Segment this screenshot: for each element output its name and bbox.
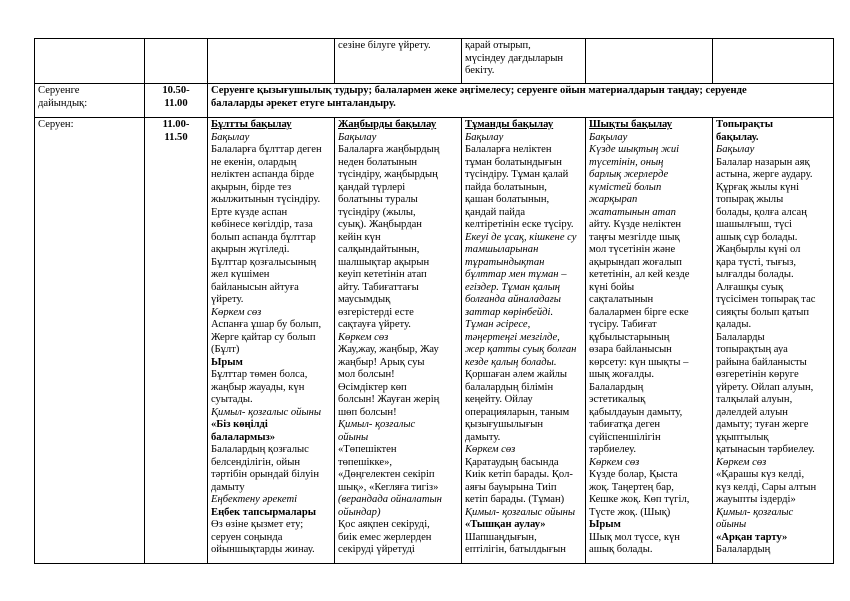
cell-line: Еңбек тапсырмалары <box>211 506 317 518</box>
cell-line: қандай пайда <box>465 206 526 218</box>
cell-line: заттар көрінбейді. <box>465 306 554 318</box>
cell-line: шашылғыш, түсі <box>716 219 792 230</box>
cell-line: Алғашқы суық <box>716 281 784 293</box>
cell-line: Балаларға жаңбырдың <box>338 144 440 155</box>
cell-line: шөп болсын! <box>338 406 397 418</box>
cell-line: кеңейту. Ойлау <box>465 394 533 405</box>
cell-line: өзгерістерді есте <box>338 306 414 318</box>
cell-line: балалармен бірге еске <box>589 306 689 318</box>
cell-line: секіруді үйретуді <box>338 544 415 555</box>
cell-continued-wednesday <box>462 39 586 84</box>
cell-line: Бақылау <box>589 131 628 143</box>
cell-line: жарқырап <box>589 194 638 205</box>
content-line: балаларды әрекет етуге ынталандыру. <box>211 97 396 109</box>
day-lines-tuesday <box>338 119 458 557</box>
cell-line: балалардың білімін <box>465 381 554 393</box>
cell-line: күмістей болып <box>589 181 662 193</box>
cell-line: қара түсті, тығыз, <box>716 256 797 268</box>
cell-line: айту. Күзде неліктен <box>589 219 682 230</box>
cell-line: өзгеретінін көруге <box>716 369 799 380</box>
cell-empty <box>586 39 713 84</box>
cell-line: кезде қалың болады. <box>465 356 557 368</box>
cell-line: ашық болады. <box>589 544 653 555</box>
time-line: 11.00 <box>164 97 188 109</box>
cell-line: Құрғақ жылы күні <box>716 181 800 193</box>
cell-line: шық жоғалды. <box>589 369 655 380</box>
cell-line: жаңбыр жауады, күн <box>211 381 305 393</box>
cell-line: қатынасын тәрбиелеу. <box>716 444 815 455</box>
cell-line: байланысын айтуға <box>211 281 299 293</box>
cell-line: Бақылау <box>211 131 250 143</box>
cell-line: пайда болатынын, <box>465 181 547 193</box>
cell-line: ептілігін, батылдығын <box>465 544 566 555</box>
cell-line: жоқ. Таңертең бар, <box>589 481 674 493</box>
cell-line: топырақ жылы <box>716 194 784 205</box>
cell-line: Бұлтты бақылау <box>211 119 292 130</box>
cell-line: Көркем сөз <box>589 456 640 468</box>
day-cell-monday <box>208 118 335 564</box>
cell-line: қашан болатынын, <box>465 194 550 205</box>
cell-line: сияқты болып қатып <box>716 306 810 318</box>
row-label-line: дайындық: <box>38 97 88 109</box>
cell-empty <box>208 39 335 84</box>
cell-line: тәртібін орындай білуін <box>211 469 320 480</box>
cell-line: тәрбиелеу. <box>589 444 636 455</box>
cell-line: неліктен аспанда бірде <box>211 169 315 180</box>
day-lines-wednesday <box>465 119 582 557</box>
cell-line: түсіндіру, жаңбырдың <box>338 169 438 180</box>
cell-line: Ырым <box>589 519 621 530</box>
cell-line: қалады. <box>716 319 752 330</box>
cell-empty <box>145 39 208 84</box>
cell-line: Ерте күзде аспан <box>211 206 288 218</box>
cell-line: болсын! Жауған жерің <box>338 394 440 405</box>
cell-line: Балаларға бұлттар деген <box>211 144 322 155</box>
cell-line: болғанда айналадағы <box>465 294 561 305</box>
cell-line: ойыны <box>716 519 747 530</box>
cell-line: Балалардың <box>716 544 771 555</box>
cell-line: салқындайтынын, <box>338 244 420 255</box>
cell-line: сезіне білуге үйрету. <box>338 40 431 51</box>
cell-line: не екенін, олардың <box>211 156 297 168</box>
day-lines-thursday <box>589 119 709 557</box>
row-label <box>35 84 145 118</box>
cell-line: Ырым <box>211 356 243 368</box>
cell-empty <box>35 39 145 84</box>
time-line: 11.00- <box>162 119 190 130</box>
time-cell <box>145 118 208 564</box>
cell-line: суық). Жаңбырдан <box>338 219 422 230</box>
cell-line: Көркем сөз <box>465 444 516 455</box>
cell-line: талқылай алуын, <box>716 394 793 405</box>
cell-line: жер қатты суық болған <box>465 344 577 355</box>
cell-line: қарай отырып, <box>465 40 531 51</box>
cell-line: бекіту. <box>465 65 495 76</box>
cell-line: түсісімен топырақ тас <box>716 294 816 305</box>
cell-line: қабылдауын дамыту, <box>589 406 683 418</box>
cell-line: Еңбектену әрекеті <box>211 494 298 505</box>
cell-line: Бұлттар төмен болса, <box>211 369 308 380</box>
cell-line: кеуіп кететінін атап <box>338 269 427 280</box>
cell-line: Жаңбырлы күні ол <box>716 244 801 255</box>
cell-line: Жау,жау, жаңбыр, Жау <box>338 344 439 355</box>
day-cell-wednesday <box>462 118 586 564</box>
cell-line: дамыту; туған жерге <box>716 419 809 430</box>
cell-line: ұқыптылық <box>716 431 769 443</box>
cell-line: түсіру. Табиғат <box>589 319 657 330</box>
cell-line: бұлттар мен тұман – <box>465 269 567 280</box>
cell-line: тамшыларынан <box>465 244 539 255</box>
cell-line: мүсіндеу дағдыларын <box>465 52 564 64</box>
content-line: Серуенге қызығушылық тудыру; балалармен жеке әңгімелесу; серуенге ойын материалдарын таңдау; серуенде <box>211 85 747 96</box>
cell-line: «Тышқан аулау» <box>465 519 546 530</box>
cell-line: сақтауға үйрету. <box>338 319 411 330</box>
time-line: 11.50 <box>164 131 188 143</box>
cell-line: жел күшімен <box>211 269 270 280</box>
cell-line: Аспанға ұшар бу болып, <box>211 319 322 330</box>
cell-line: Өз өзіне қызмет ету; <box>211 519 304 530</box>
cell-line: Түсте жоқ. (Шық) <box>589 506 671 518</box>
cell-line: шалшықтар ақырын <box>338 256 430 268</box>
cell-line: Қимыл- қозғалыс <box>338 419 416 430</box>
cell-line: Бақылау <box>465 131 504 143</box>
cell-line: Шықты бақылау <box>589 119 673 130</box>
cell-line: Балаларға неліктен <box>465 144 552 155</box>
cell-line: мол болсын! <box>338 369 395 380</box>
cell-line: қызығушылығын <box>465 419 544 430</box>
cell-line: Екеуі де ұсақ, кішкене су <box>465 231 577 243</box>
table-row-walk <box>35 118 834 564</box>
cell-line: жауыпты іздерді» <box>716 494 796 505</box>
cell-line: Қимыл- қозғалыс <box>716 506 794 518</box>
table-row-preparation <box>35 84 834 118</box>
cell-line: ойыншықтарды жинау. <box>211 544 315 555</box>
cell-empty <box>713 39 834 84</box>
cell-line: Көркем сөз <box>716 456 767 468</box>
cell-line: түсетінін, оның <box>589 156 664 168</box>
cell-line: тұман болатындығын <box>465 156 562 168</box>
cell-line: Қимыл- қозғалыс ойыны <box>211 406 322 418</box>
cell-line: мол түсетінін және <box>589 244 676 255</box>
cell-line: түсіндіру (жылы, <box>338 206 416 218</box>
cell-line: Қос аяқпен секіруді, <box>338 519 430 530</box>
cell-line: Топырақты <box>716 119 774 130</box>
cell-line: «Біз көңілді <box>211 419 268 430</box>
cell-line: Қоршаған әлем жайлы <box>465 369 568 380</box>
cell-line: ақырын, бірде тез <box>211 181 292 193</box>
cell-line: ылғалды болады. <box>716 269 794 280</box>
cell-line: тәңертеңгі мезгілде, <box>465 331 560 343</box>
row-label: Серуен: <box>35 118 145 564</box>
cell-line: «Қарашы күз келді, <box>716 469 805 480</box>
time-line: 10.50- <box>162 85 190 96</box>
cell-line: төпешікке», <box>338 456 393 468</box>
cell-line: үйрету. <box>211 294 244 305</box>
cell-line: ойындар) <box>338 506 381 518</box>
day-cell-tuesday <box>335 118 462 564</box>
cell-line: Көркем сөз <box>338 331 389 343</box>
cell-line: операцияларын, таным <box>465 406 570 418</box>
cell-line: серуен соңында <box>211 531 283 543</box>
cell-line: суытады. <box>211 394 253 405</box>
cell-line: таңғы мезгілде шық <box>589 231 680 243</box>
day-lines-friday <box>716 119 830 557</box>
cell-line: өзара байланысын <box>589 344 672 355</box>
cell-line: құбылыстарының <box>589 331 670 343</box>
table-row-continuation <box>35 39 834 84</box>
cell-line: көбінесе көгілдір, таза <box>211 219 313 230</box>
cell-line: «Арқан тарту» <box>716 531 788 543</box>
cell-line: ақырындап жоғалып <box>589 256 682 268</box>
cell-line: күні бойы <box>589 281 635 293</box>
plan-table <box>34 38 834 564</box>
cell-line: Кешке жоқ. Көп түгіл, <box>589 494 690 505</box>
cell-line: балалармыз» <box>211 431 276 443</box>
cell-line: маусымдық <box>338 294 391 305</box>
cell-line: үйрету. Ойлап алуын, <box>716 381 814 393</box>
cell-line: барлық жерлерде <box>589 169 669 180</box>
cell-line: кетіп барады. (Тұман) <box>465 494 565 505</box>
cell-line: Бақылау <box>338 131 377 143</box>
day-cell-thursday <box>586 118 713 564</box>
cell-line: топырақтың ауа <box>716 344 788 355</box>
cell-line: күз келді, Сары алтын <box>716 481 817 493</box>
cell-line: белсенділігін, ойын <box>211 456 301 468</box>
cell-line: кететінін, ал кей кезде <box>589 269 690 280</box>
cell-line: жылжитынын түсіндіру. <box>211 194 321 205</box>
cell-line: Шық мол түссе, күн <box>589 531 680 543</box>
cell-line: ақырын жүгіледі. <box>211 244 290 255</box>
cell-line: ашық сұр болады. <box>716 231 798 243</box>
cell-continued-tuesday <box>335 39 462 84</box>
cell-line: (Бұлт) <box>211 344 240 355</box>
cell-line: (верандада ойналатын <box>338 494 442 505</box>
cell-line: болып аспанда бұлттар <box>211 231 316 243</box>
cell-line: Күзде шықтың жиі <box>589 144 680 155</box>
cell-line: Жерге қайтар су болып <box>211 331 316 343</box>
cell-line: Бұлттар қозғалысының <box>211 256 317 268</box>
cell-line: болатыны туралы <box>338 194 418 205</box>
day-cell-friday <box>713 118 834 564</box>
cell-line: Балалар назарын аяқ <box>716 156 810 168</box>
cell-line: астына, жерге аудару. <box>716 169 813 180</box>
cell-line: жаңбыр! Арық суы <box>338 356 425 368</box>
preparation-content <box>208 84 834 118</box>
cell-line: Көркем сөз <box>211 306 262 318</box>
cell-line: «Дөңгелектен секіріп <box>338 469 435 480</box>
cell-line: Балалардың қозғалыс <box>211 444 309 455</box>
cell-line: келтіретінін еске түсіру. <box>465 219 574 230</box>
cell-line: ойыны <box>338 431 369 443</box>
cell-line: Күзде болар, Қыста <box>589 469 678 480</box>
cell-line: Киік кетіп барады. Қол- <box>465 469 573 480</box>
cell-line: кейін күн <box>338 231 381 243</box>
cell-line: Бақылау <box>716 144 755 155</box>
time-cell <box>145 84 208 118</box>
cell-line: Өсімдіктер көп <box>338 381 407 393</box>
day-lines-monday <box>211 119 331 557</box>
cell-line: дамыту <box>211 481 245 493</box>
cell-line: райына байланысты <box>716 356 807 368</box>
cell-line: Жаңбырды бақылау <box>338 119 437 130</box>
cell-line: сүйіспеншілігін <box>589 431 661 443</box>
cell-line: жататынын атап <box>589 206 676 218</box>
cell-line: тұратындықтан <box>465 256 545 268</box>
cell-line: сақталатынын <box>589 294 654 305</box>
cell-line: дамыту. <box>465 431 501 443</box>
cell-line: Қимыл- қозғалыс ойыны <box>465 506 576 518</box>
cell-line: бақылау. <box>716 131 759 143</box>
cell-line: айту. Табиғаттағы <box>338 281 419 293</box>
cell-line: қандай түрлері <box>338 181 406 193</box>
cell-line: Тұманды бақылау <box>465 119 554 130</box>
cell-line: аяғы бауырына Тиіп <box>465 481 557 493</box>
cell-line: Шапшаңдығын, <box>465 531 537 543</box>
cell-line: Қаратаудың басында <box>465 456 559 468</box>
cell-line: эстетикалық <box>589 394 646 405</box>
cell-line: Балаларды <box>716 331 765 343</box>
cell-line: болады, қолға алсаң <box>716 206 807 218</box>
cell-line: биік емес жерлерден <box>338 531 432 543</box>
cell-line: көрсету: күн шықты – <box>589 356 689 368</box>
cell-line: Тұман әсіресе, <box>465 319 531 330</box>
cell-line: «Төпешіктен <box>338 444 397 455</box>
cell-line: шық», «Кегляға тигіз» <box>338 481 439 493</box>
cell-line: табиғатқа деген <box>589 419 661 430</box>
cell-line: егіздер. Тұман қалың <box>465 281 561 293</box>
cell-line: түсіндіру. Тұман қалай <box>465 169 569 180</box>
cell-line: неден болатынын <box>338 156 418 168</box>
row-label-line: Серуенге <box>38 85 80 96</box>
cell-line: Балалардың <box>589 381 644 393</box>
cell-line: дәлелдей алуын <box>716 406 788 418</box>
